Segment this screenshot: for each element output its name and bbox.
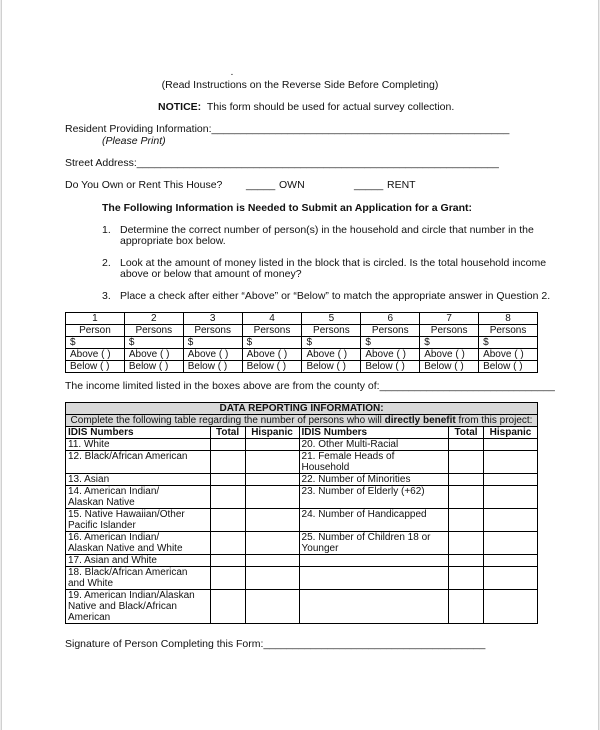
persons-number: 6: [361, 313, 420, 325]
below-checkbox[interactable]: Below ( ): [420, 361, 479, 373]
hispanic-cell[interactable]: [484, 567, 538, 590]
form-page: [1, 0, 599, 730]
col-idis-numbers: IDIS Numbers: [66, 427, 211, 439]
idis-category: 11. White: [66, 439, 211, 451]
below-row: [66, 361, 538, 373]
col-total: Total: [210, 427, 245, 439]
hispanic-cell[interactable]: [245, 532, 299, 555]
notice-label: NOTICE:: [158, 101, 202, 113]
persons-label: Persons: [302, 325, 361, 337]
data-row: [66, 474, 538, 486]
income-amount-cell[interactable]: $: [479, 337, 538, 349]
income-amount-row: [66, 337, 538, 349]
above-checkbox[interactable]: Above ( ): [66, 349, 125, 361]
persons-number: 4: [242, 313, 302, 325]
income-amount-cell[interactable]: $: [66, 337, 125, 349]
hispanic-cell[interactable]: [484, 532, 538, 555]
data-instruction-row: [66, 415, 538, 427]
total-cell[interactable]: [210, 590, 245, 624]
total-cell[interactable]: [210, 439, 245, 451]
above-row: [66, 349, 538, 361]
data-row: [66, 590, 538, 624]
col-hispanic: Hispanic: [245, 427, 299, 439]
own-blank[interactable]: _____: [246, 179, 276, 191]
idis-category: 24. Number of Handicapped: [299, 509, 449, 532]
persons-label: Persons: [242, 325, 302, 337]
below-checkbox[interactable]: Below ( ): [242, 361, 302, 373]
persons-label: Persons: [183, 325, 242, 337]
hispanic-cell[interactable]: [484, 509, 538, 532]
hispanic-cell[interactable]: [245, 474, 299, 486]
data-header-row: [66, 427, 538, 439]
idis-category: 21. Female Heads of Household: [299, 451, 449, 474]
own-label: OWN: [279, 179, 305, 191]
idis-category: 25. Number of Children 18 or Younger: [299, 532, 449, 555]
idis-category: 12. Black/African American: [66, 451, 211, 474]
hispanic-cell[interactable]: [245, 555, 299, 567]
header-dot: .: [230, 66, 234, 78]
hispanic-cell[interactable]: [484, 474, 538, 486]
data-table-instruction: [66, 415, 538, 427]
idis-category: [299, 590, 449, 624]
below-checkbox[interactable]: Below ( ): [183, 361, 242, 373]
grant-item-num: 3.: [102, 290, 111, 302]
county-label: The income limited listed in the boxes above are from the county of:: [65, 380, 380, 392]
hispanic-cell[interactable]: [484, 590, 538, 624]
persons-number-row: [66, 313, 538, 325]
rent-blank[interactable]: _____: [354, 179, 384, 191]
hispanic-cell[interactable]: [245, 590, 299, 624]
total-cell[interactable]: [210, 532, 245, 555]
above-checkbox[interactable]: Above ( ): [361, 349, 420, 361]
grant-item-text: Place a check after either “Above” or “Below” to match the appropriate answer in Question 2.: [120, 290, 551, 302]
idis-category: [299, 567, 449, 590]
income-amount-cell[interactable]: $: [361, 337, 420, 349]
above-checkbox[interactable]: Above ( ): [479, 349, 538, 361]
total-cell[interactable]: [210, 451, 245, 474]
signature-field: [65, 638, 485, 650]
idis-category: 19. American Indian/Alaskan Native and Black/African American: [66, 590, 211, 624]
below-checkbox[interactable]: Below ( ): [361, 361, 420, 373]
col-total: Total: [449, 427, 484, 439]
persons-label-row: [66, 325, 538, 337]
data-row: [66, 451, 538, 474]
idis-category: 23. Number of Elderly (+62): [299, 486, 449, 509]
idis-category: 22. Number of Minorities: [299, 474, 449, 486]
instructions-line: (Read Instructions on the Reverse Side Before Completing): [161, 79, 439, 91]
total-cell[interactable]: [449, 555, 484, 567]
resident-input-line[interactable]: ___________________________________________________: [211, 123, 510, 135]
total-cell[interactable]: [210, 474, 245, 486]
data-row: [66, 567, 538, 590]
total-cell[interactable]: [449, 590, 484, 624]
persons-label: Persons: [420, 325, 479, 337]
county-input-line[interactable]: ______________________________: [379, 380, 555, 392]
above-checkbox[interactable]: Above ( ): [302, 349, 361, 361]
please-print-note: (Please Print): [102, 135, 166, 147]
above-checkbox[interactable]: Above ( ): [242, 349, 302, 361]
street-label: Street Address:: [65, 157, 137, 169]
total-cell[interactable]: [449, 474, 484, 486]
below-checkbox[interactable]: Below ( ): [66, 361, 125, 373]
above-checkbox[interactable]: Above ( ): [124, 349, 183, 361]
own-rent-question: Do You Own or Rent This House?: [65, 179, 223, 191]
persons-number: 3: [183, 313, 242, 325]
idis-category: [299, 555, 449, 567]
below-checkbox[interactable]: Below ( ): [302, 361, 361, 373]
persons-label: Person: [66, 325, 125, 337]
col-hispanic: Hispanic: [484, 427, 538, 439]
above-checkbox[interactable]: Above ( ): [420, 349, 479, 361]
total-cell[interactable]: [449, 532, 484, 555]
income-amount-cell[interactable]: $: [124, 337, 183, 349]
hispanic-cell[interactable]: [484, 555, 538, 567]
col-idis-numbers: IDIS Numbers: [299, 427, 449, 439]
data-row: [66, 509, 538, 532]
rent-label: RENT: [387, 179, 416, 191]
total-cell[interactable]: [449, 509, 484, 532]
income-amount-cell[interactable]: $: [242, 337, 302, 349]
total-cell[interactable]: [210, 509, 245, 532]
total-cell[interactable]: [449, 451, 484, 474]
street-field: [65, 157, 499, 169]
income-amount-cell[interactable]: $: [420, 337, 479, 349]
persons-number: 8: [479, 313, 538, 325]
county-field: [65, 380, 555, 392]
grant-item-text: above or below that amount of money?: [120, 268, 302, 280]
persons-number: 1: [66, 313, 125, 325]
total-cell[interactable]: [210, 555, 245, 567]
persons-number: 2: [124, 313, 183, 325]
persons-label: Persons: [361, 325, 420, 337]
household-size-table: [65, 312, 538, 373]
idis-category: 20. Other Multi-Racial: [299, 439, 449, 451]
instruction-bold: directly benefit: [384, 415, 456, 426]
persons-number: 7: [420, 313, 479, 325]
total-cell[interactable]: [210, 486, 245, 509]
data-reporting-table: [65, 402, 538, 624]
hispanic-cell[interactable]: [245, 439, 299, 451]
grant-item-num: 1.: [102, 224, 111, 236]
hispanic-cell[interactable]: [245, 486, 299, 509]
grant-item-text: Look at the amount of money listed in the block that is circled. Is the total household income: [120, 257, 547, 269]
idis-category: 17. Asian and White: [66, 555, 211, 567]
street-input-line[interactable]: ______________________________________________________________: [136, 157, 499, 169]
hispanic-cell[interactable]: [245, 451, 299, 474]
above-checkbox[interactable]: Above ( ): [183, 349, 242, 361]
signature-input-line[interactable]: ______________________________________: [263, 638, 486, 650]
idis-category: 18. Black/African American and White: [66, 567, 211, 590]
hispanic-cell[interactable]: [245, 567, 299, 590]
total-cell[interactable]: [210, 567, 245, 590]
total-cell[interactable]: [449, 486, 484, 509]
data-row: [66, 555, 538, 567]
data-row: [66, 486, 538, 509]
grant-heading: The Following Information is Needed to Submit an Application for a Grant:: [102, 202, 473, 214]
data-row: [66, 532, 538, 555]
data-title-row: [66, 403, 538, 415]
resident-field: [65, 123, 509, 135]
below-checkbox[interactable]: Below ( ): [124, 361, 183, 373]
hispanic-cell[interactable]: [245, 509, 299, 532]
data-table-title: DATA REPORTING INFORMATION:: [66, 403, 538, 415]
idis-category: 14. American Indian/ Alaskan Native: [66, 486, 211, 509]
hispanic-cell[interactable]: [484, 439, 538, 451]
instruction-post: from this project:: [455, 415, 533, 426]
hispanic-cell[interactable]: [484, 451, 538, 474]
data-row: [66, 439, 538, 451]
hispanic-cell[interactable]: [484, 486, 538, 509]
persons-label: Persons: [124, 325, 183, 337]
idis-category: 13. Asian: [66, 474, 211, 486]
total-cell[interactable]: [449, 439, 484, 451]
resident-label: Resident Providing Information:: [65, 123, 212, 135]
total-cell[interactable]: [449, 567, 484, 590]
idis-category: 16. American Indian/ Alaskan Native and White: [66, 532, 211, 555]
persons-number: 5: [302, 313, 361, 325]
grant-item-num: 2.: [102, 257, 111, 269]
income-amount-cell[interactable]: $: [183, 337, 242, 349]
idis-category: 15. Native Hawaiian/Other Pacific Islander: [66, 509, 211, 532]
signature-label: Signature of Person Completing this Form:: [65, 638, 264, 650]
grant-item-text: appropriate box below.: [120, 235, 226, 247]
notice-text: This form should be used for actual survey collection.: [206, 101, 455, 113]
persons-label: Persons: [479, 325, 538, 337]
instruction-pre: Complete the following table regarding the number of persons who will: [70, 415, 385, 426]
below-checkbox[interactable]: Below ( ): [479, 361, 538, 373]
income-amount-cell[interactable]: $: [302, 337, 361, 349]
notice-line: [158, 101, 454, 113]
grant-item-text: Determine the correct number of person(s) in the household and circle that number in the: [120, 224, 534, 236]
